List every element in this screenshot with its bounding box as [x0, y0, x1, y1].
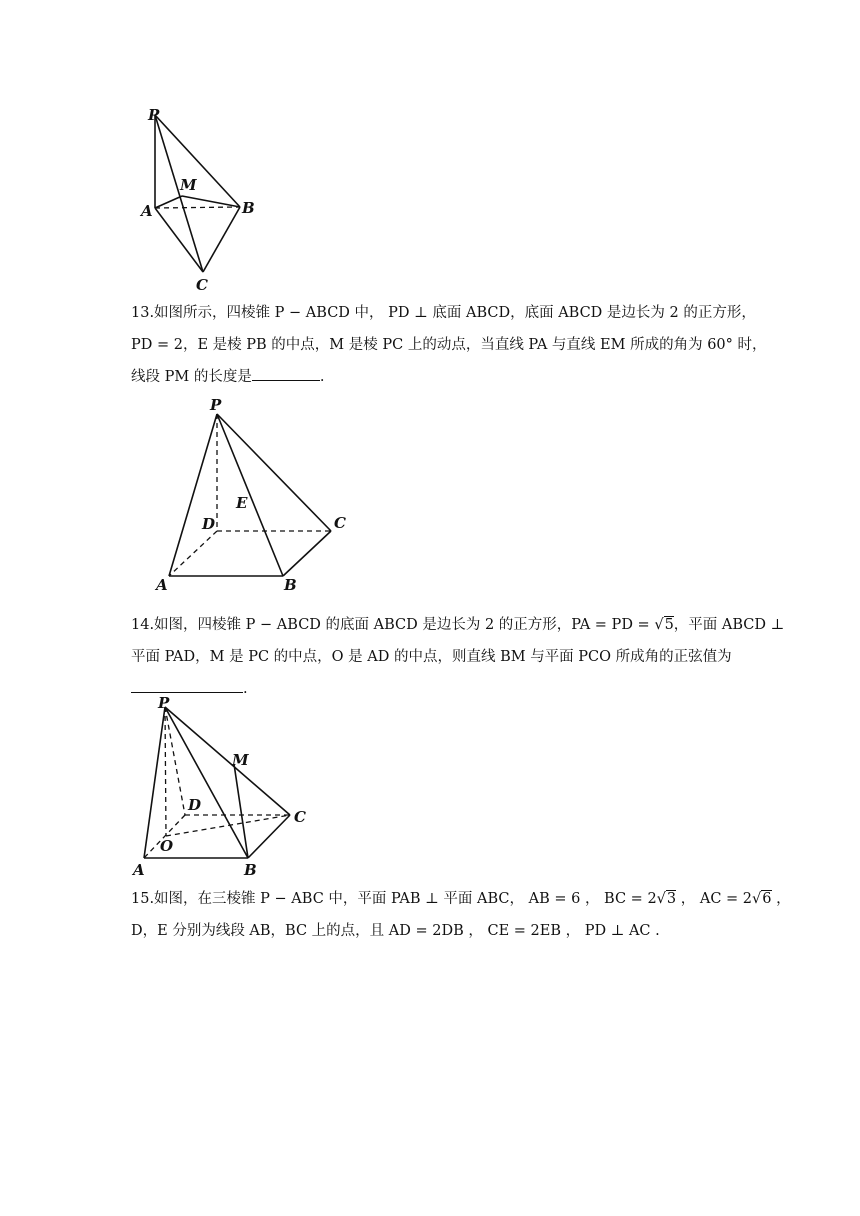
q14-line-1-text-b: ，平面 ABCD ⊥: [673, 617, 785, 633]
label-b: B: [244, 861, 257, 879]
sqrt-symbol: √: [654, 617, 664, 633]
question-13: [131, 297, 767, 393]
edge-am: [155, 196, 182, 208]
q13-line-3-text: 线段 PM 的长度是: [131, 369, 252, 385]
label-e: E: [236, 494, 248, 512]
q13-line-3-end: .: [319, 369, 325, 385]
edge-pa: [144, 707, 165, 858]
label-p: P: [148, 106, 160, 124]
sqrt-radicand-1: 3: [666, 891, 677, 907]
q15-line-2: D，E 分别为线段 AB，BC 上的点，且 AD = 2DB ， CE = 2EB ， PD ⊥ AC .: [131, 923, 660, 939]
figure-3-pyramid: [130, 692, 320, 882]
q13-line-2: PD = 2，E 是棱 PB 的中点，M 是棱 PC 上的动点，当直线 PA 与直线 EM 所成的角为 60° 时，: [131, 337, 767, 353]
q15-line-1: [131, 883, 791, 915]
sqrt-symbol: √: [656, 891, 666, 907]
sqrt-symbol: √: [752, 891, 762, 907]
label-a: A: [133, 861, 145, 879]
hidden-segment-po: [165, 707, 166, 836]
sqrt-radicand: 5: [664, 617, 674, 633]
label-d: D: [188, 796, 202, 814]
question-14: [131, 609, 785, 705]
q14-line-3-end: .: [243, 681, 248, 697]
label-p: P: [210, 396, 222, 414]
hidden-edge-pd: [165, 707, 185, 815]
figure-2-pyramid: [150, 392, 360, 597]
edge-bc: [248, 815, 290, 858]
label-m: M: [232, 751, 249, 769]
label-d: D: [202, 515, 216, 533]
edge-pa: [169, 414, 217, 576]
q13-line-1: 13.如图所示，四棱锥 P − ABCD 中， PD ⊥ 底面 ABCD，底面 ABCD 是边长为 2 的正方形，: [131, 305, 756, 321]
hidden-segment-oc: [166, 815, 290, 836]
q15-line-1-text-a: 15.如图，在三棱锥 P − ABC 中，平面 PAB ⊥ 平面 ABC， AB = 6 ， BC = 2: [131, 891, 657, 907]
label-b: B: [242, 199, 255, 217]
edge-pb: [217, 414, 283, 576]
q14-line-1: [131, 609, 785, 641]
label-m: M: [180, 176, 197, 194]
figure-1-tetrahedron: [130, 100, 270, 300]
edge-bc: [203, 207, 240, 272]
label-b: B: [284, 576, 297, 594]
q14-line-1-text-a: 14.如图，四棱锥 P − ABCD 的底面 ABCD 是边长为 2 的正方形，PA = PD =: [131, 617, 655, 633]
edge-pb: [165, 707, 248, 858]
answer-blank-14[interactable]: [131, 678, 243, 693]
hidden-edge-ab: [155, 207, 240, 208]
q15-line-1-text-c: ，: [771, 891, 791, 907]
label-a: A: [156, 576, 168, 594]
label-p: P: [158, 694, 170, 712]
q13-line-3: [131, 361, 731, 393]
sqrt-radicand-2: 6: [762, 891, 772, 907]
label-c: C: [196, 276, 208, 294]
q15-line-1-text-b: ， AC = 2: [676, 891, 753, 907]
label-a: A: [141, 202, 153, 220]
q14-line-2: 平面 PAD，M 是 PC 的中点，O 是 AD 的中点，则直线 BM 与平面 PCO 所成角的正弦值为: [131, 649, 732, 665]
edge-pb: [155, 115, 240, 207]
answer-blank-13[interactable]: [252, 366, 320, 381]
edge-pc: [165, 707, 290, 815]
question-15: [131, 883, 791, 947]
label-c: C: [334, 514, 346, 532]
edge-ac: [155, 208, 203, 272]
edge-bc: [283, 531, 331, 576]
label-o: O: [160, 837, 174, 855]
label-c: C: [294, 808, 306, 826]
edge-pc: [217, 414, 331, 531]
